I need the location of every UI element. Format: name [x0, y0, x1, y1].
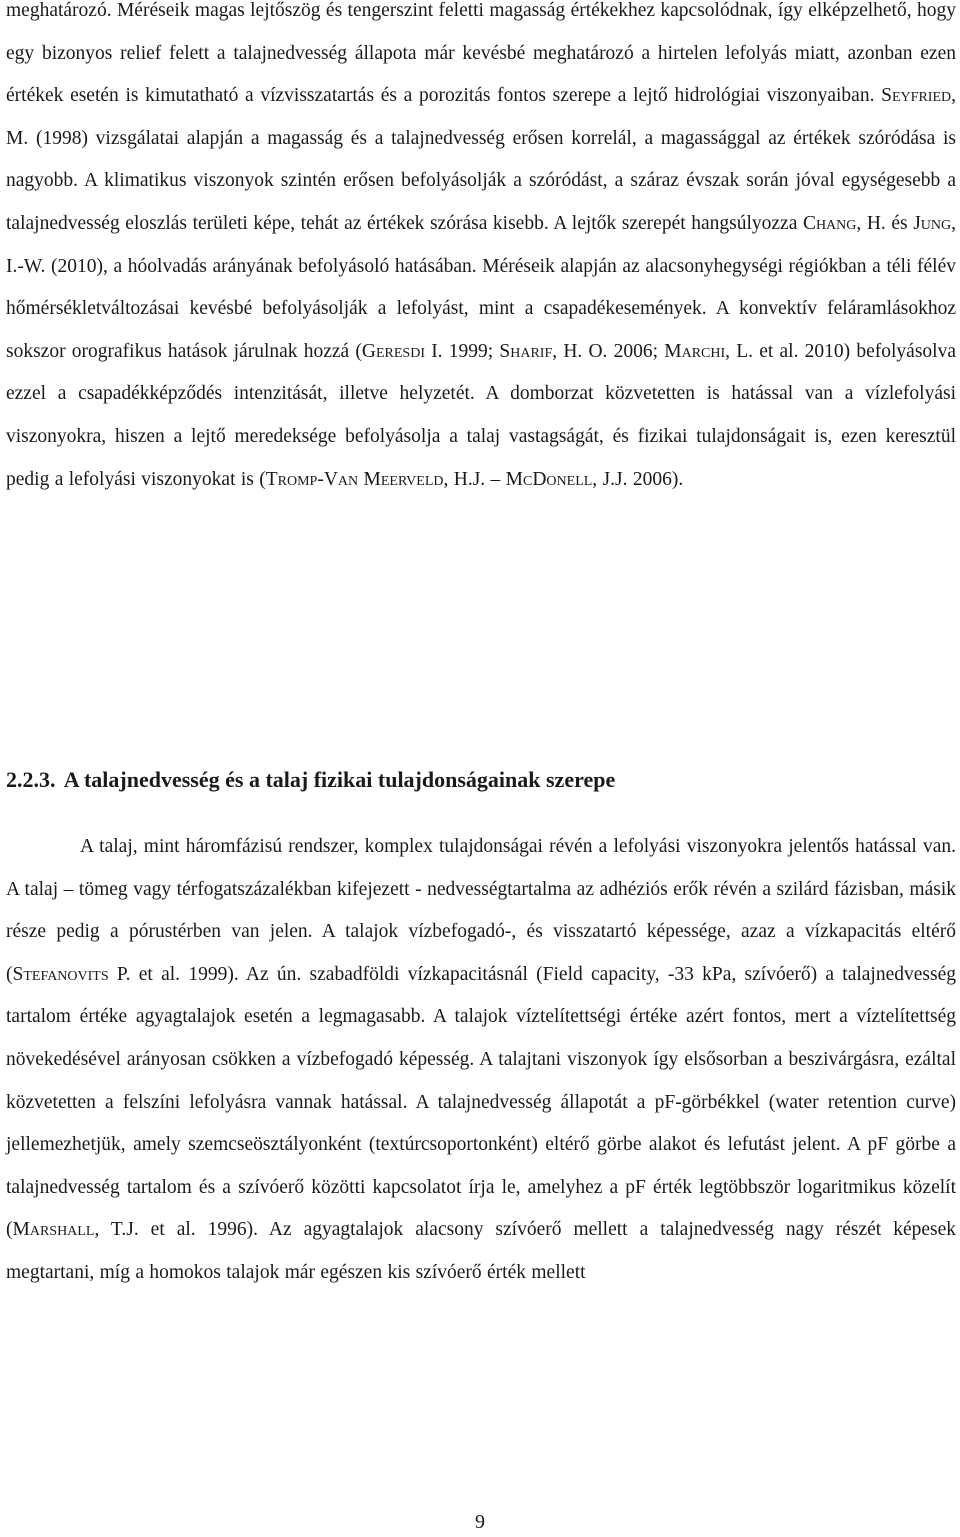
author-citation: Seyfried, M. — [6, 85, 956, 149]
text-run: (2010), a hóolvadás arányának befolyásoló hatásában. Méréseik alapján az alacsonyhegységi régiókban a téli félév hőmérsékletváltozásai kevésbé befolyásolják a lefolyást, mint a csapadékesemények. A konvektív feláramlásokhoz sokszor orografikus hatások járulnak hozzá ( — [6, 255, 956, 362]
author-citation: Tromp-Van Meerveld, H.J. — [265, 468, 486, 490]
author-citation: Marshall, T.J. — [12, 1219, 139, 1241]
text-run: – — [485, 468, 506, 490]
text-run: 1999; — [442, 340, 500, 362]
text-run: és — [885, 212, 914, 234]
body-paragraph-2 — [6, 826, 956, 1295]
text-run: (1998) vizsgálatai alapján a magasság és a talajnedvesség erősen korrelál, a magassággal az értékek szóródása is nagyobb. A klimatikus viszonyok szintén erősen befolyásolják a szóródást, a száraz évszak során jóval egységesebb a talajnedvesség eloszlás területi képe, tehát az értékek szórása kisebb. A lejtők szerepét hangsúlyozza — [6, 127, 956, 234]
text-run: A talaj, mint háromfázisú rendszer, komplex tulajdonságai révén a lefolyási viszonyokra jelentős hatással van. A talaj – tömeg vagy térfogatszázalékban kifejezett - nedvességtartalma az adhéziós erők révén a szilárd fázisban, másik része pedig a pórustérben van jelen. A talajok vízbefogadó-, és visszatartó képessége, azaz a vízkapacitás eltérő ( — [6, 836, 956, 985]
text-run: meghatározó. Méréseik magas lejtőszög és tengerszint feletti magasság értékekhez kapcsolódnak, így elképzelhető, hogy egy bizonyos relief felett a talajnedvesség állapota már kevésbé meghatározó a hirtelen lefolyás miatt, azonban ezen értékek esetén is kimutatható a vízvisszatartás és a porozitás fontos szerepe a lejtő hidrológiai viszonyaiban. — [6, 0, 956, 107]
section-number: 2.2.3. — [6, 767, 56, 792]
author-citation: McDonell, J.J. — [505, 468, 628, 490]
author-citation: Sharif, H. O. — [499, 340, 608, 362]
author-citation: Stefanovits P. — [12, 963, 131, 985]
text-run: 2006). — [627, 468, 684, 490]
text-run: et al. 2010) befolyásolva ezzel a csapadékképződés intenzitását, illetve helyzetét. A domborzat közvetetten is hatással van a vízlefolyási viszonyokra, hiszen a lejtő meredeksége befolyásolja a talaj vastagságát, és fizikai tulajdonságait is, ezen keresztül pedig a lefolyási viszonyokat is ( — [6, 340, 956, 490]
text-run: et al. 1996). Az agyagtalajok alacsony szívóerő mellett a talajnedvesség nagy részét képesek megtartani, míg a homokos talajok már egészen kis szívóerő érték mellett — [6, 1219, 956, 1283]
section-heading — [6, 762, 615, 798]
body-paragraph-1 — [6, 0, 956, 501]
text-run: et al. 1999). Az ún. szabadföldi vízkapacitásnál (Field capacity, -33 kPa, szívóerő) a talajnedvesség tartalom értéke agyagtalajok esetén a legmagasabb. A talajok víztelítettségi értéke azért fontos, mert a víztelítettség növekedésével arányosan csökken a vízbefogadó képesség. A talajtani viszonyok így elsősorban a beszivárgásra, ezáltal közvetetten a felszíni lefolyásra vannak hatással. A talajnedvesség állapotát a pF-görbékkel (water retention curve) jellemezhetjük, amely szemcseösztályonként (textúrcsoportonként) eltérő görbe alakot és lefutást jelent. A pF görbe a talajnedvesség tartalom és a szívóerő közötti kapcsolatot írja le, amelyhez a pF érték legtöbbször logaritmikus közelít ( — [6, 963, 956, 1241]
section-title: A talajnedvesség és a talaj fizikai tulajdonságainak szerepe — [63, 767, 616, 792]
text-run: 2006; — [607, 340, 665, 362]
author-citation: Geresdi I. — [361, 340, 443, 362]
author-citation: Chang, H. — [802, 212, 886, 234]
author-citation: Jung, I.-W. — [6, 212, 956, 277]
page-number: 9 — [475, 1511, 485, 1533]
author-citation: Marchi, L. — [664, 340, 754, 362]
